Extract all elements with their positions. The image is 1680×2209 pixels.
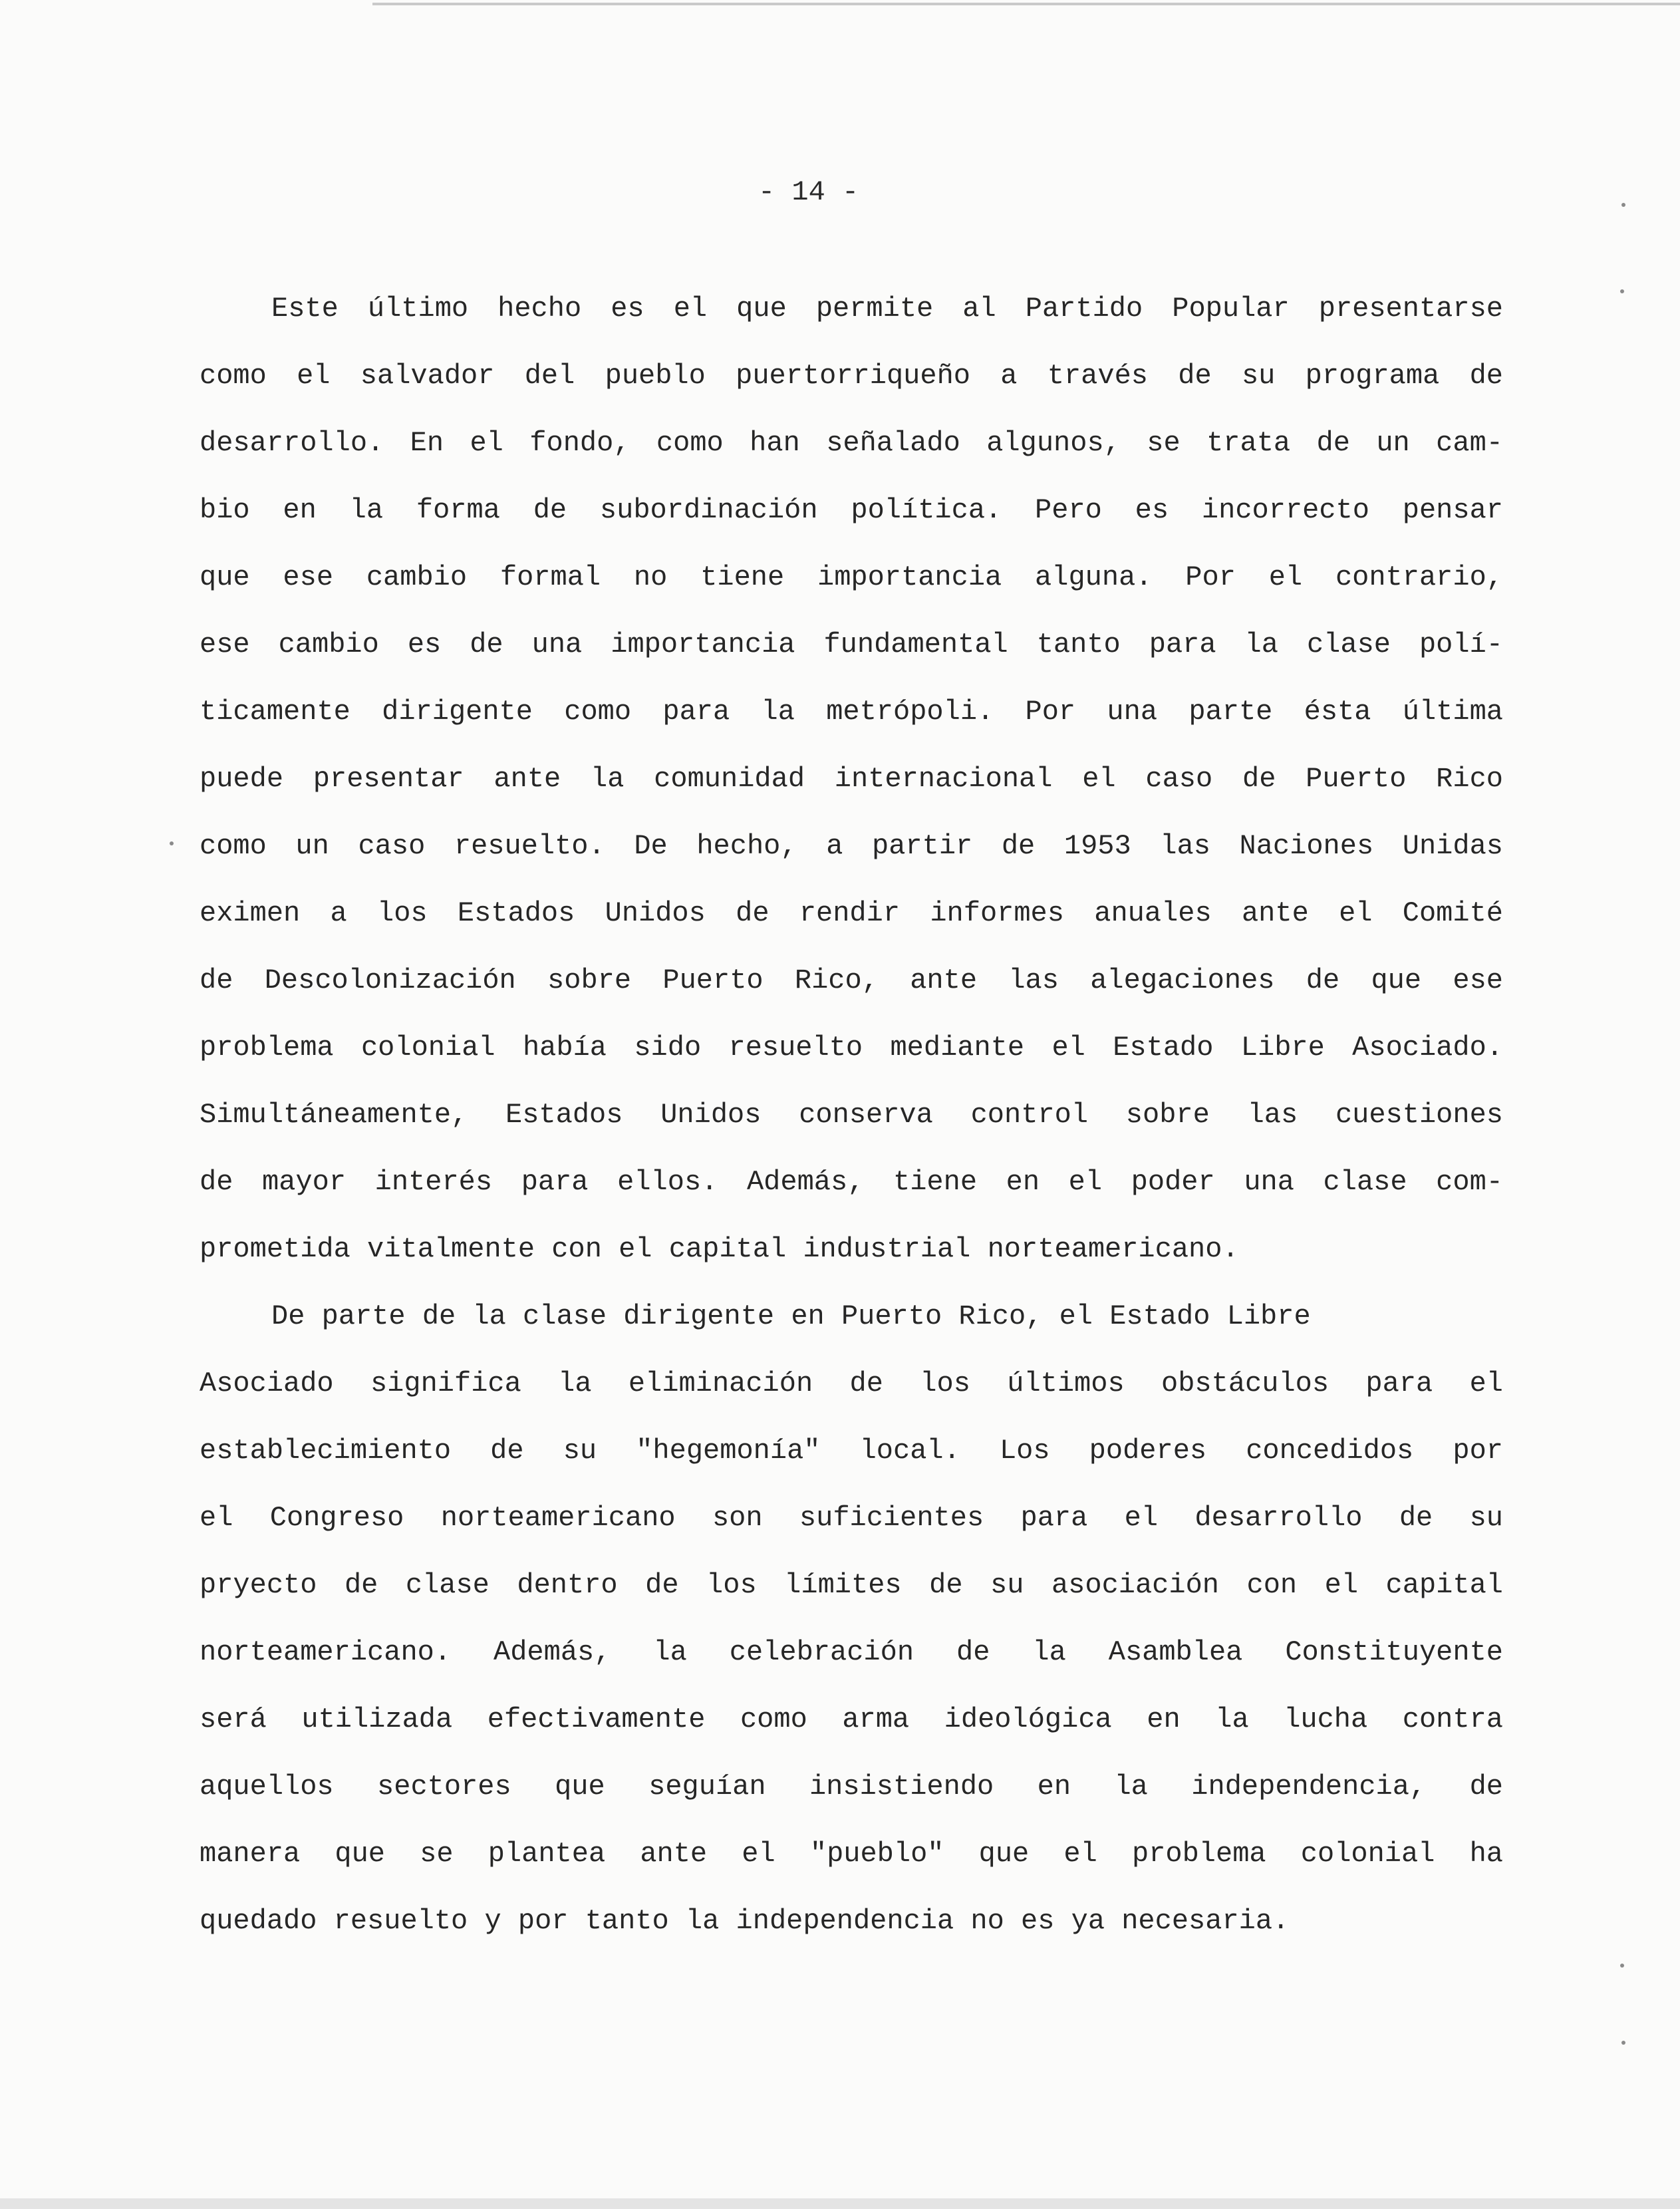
text-line: ese cambio es de una importancia fundamental tanto para la clase polí- xyxy=(200,629,1503,661)
text-line: quedado resuelto y por tanto la independencia no es ya necesaria. xyxy=(200,1905,1290,1937)
text-line: Este último hecho es el que permite al Partido Popular presentarse xyxy=(271,293,1503,325)
body-text xyxy=(200,275,1503,1955)
text-line: bio en la forma de subordinación política. Pero es incorrecto pensar xyxy=(200,494,1503,526)
scan-speck xyxy=(1621,203,1625,207)
scan-speck xyxy=(1621,2041,1625,2045)
text-line: ticamente dirigente como para la metrópoli. Por una parte ésta última xyxy=(200,696,1503,728)
scan-speck xyxy=(1620,289,1624,293)
text-line: eximen a los Estados Unidos de rendir informes anuales ante el Comité xyxy=(200,897,1503,929)
text-line: prometida vitalmente con el capital industrial norteamericano. xyxy=(200,1233,1239,1265)
text-line: Asociado significa la eliminación de los últimos obstáculos para el xyxy=(200,1368,1503,1399)
text-line: como un caso resuelto. De hecho, a partir de 1953 las Naciones Unidas xyxy=(200,830,1503,862)
scan-bottom-edge xyxy=(0,2198,1680,2209)
text-line: pryecto de clase dentro de los límites de su asociación con el capital xyxy=(200,1569,1503,1601)
text-line: Simultáneamente, Estados Unidos conserva control sobre las cuestiones xyxy=(200,1099,1503,1131)
text-line: norteamericano. Además, la celebración de la Asamblea Constituyente xyxy=(200,1636,1503,1668)
text-line: problema colonial había sido resuelto mediante el Estado Libre Asociado. xyxy=(200,1032,1503,1064)
scan-top-edge xyxy=(372,3,1680,5)
text-line: de mayor interés para ellos. Además, tiene en el poder una clase com- xyxy=(200,1166,1503,1198)
text-line: será utilizada efectivamente como arma ideológica en la lucha contra xyxy=(200,1703,1503,1735)
text-line: puede presentar ante la comunidad internacional el caso de Puerto Rico xyxy=(200,763,1503,795)
text-line: establecimiento de su "hegemonía" local. Los poderes concedidos por xyxy=(200,1435,1503,1467)
page-number: - 14 - xyxy=(758,176,859,208)
text-line: el Congreso norteamericano son suficientes para el desarrollo de su xyxy=(200,1502,1503,1534)
text-line: que ese cambio formal no tiene importancia alguna. Por el contrario, xyxy=(200,561,1503,593)
text-line: desarrollo. En el fondo, como han señalado algunos, se trata de un cam- xyxy=(200,427,1503,459)
text-line: como el salvador del pueblo puertorriqueño a través de su programa de xyxy=(200,360,1503,392)
text-line: aquellos sectores que seguían insistiendo en la independencia, de xyxy=(200,1771,1503,1803)
scan-speck xyxy=(170,841,174,845)
scan-speck xyxy=(1620,1964,1624,1968)
text-line: De parte de la clase dirigente en Puerto Rico, el Estado Libre xyxy=(271,1300,1311,1332)
text-line: manera que se plantea ante el "pueblo" que el problema colonial ha xyxy=(200,1838,1503,1870)
text-line: de Descolonización sobre Puerto Rico, ante las alegaciones de que ese xyxy=(200,964,1503,996)
